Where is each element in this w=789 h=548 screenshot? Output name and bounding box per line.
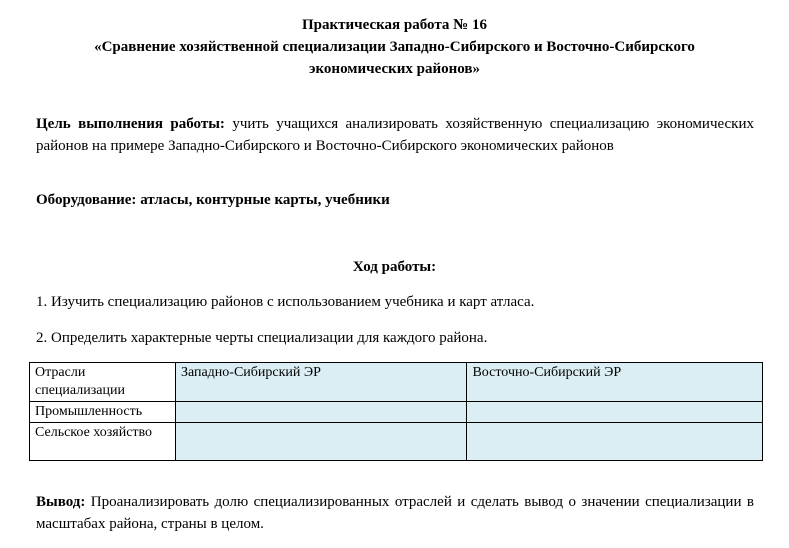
- table-cell-empty: [467, 423, 763, 461]
- progress-heading: Ход работы:: [352, 259, 437, 275]
- equipment-paragraph: [36, 190, 390, 210]
- worksheet-subtitle-line2: экономических районов»: [309, 61, 480, 77]
- worksheet-subtitle-line1: «Сравнение хозяйственной специализации Западно-Сибирского и Восточно-Сибирского: [94, 39, 695, 55]
- equipment-text: атласы, контурные карты, учебники: [136, 192, 390, 208]
- worksheet-title: Практическая работа № 16: [302, 17, 487, 33]
- table-header-row: [30, 363, 763, 402]
- goal-label: Цель выполнения работы:: [36, 116, 225, 132]
- conclusion-label: Вывод:: [36, 494, 86, 510]
- goal-text: учить учащихся анализировать хозяйственную специализацию экономических районов на примере Западно-Сибирского и Восточно-Сибирского экономических районов: [36, 116, 754, 154]
- table-cell-empty: [175, 423, 467, 461]
- conclusion-paragraph: [36, 491, 754, 535]
- goal-paragraph: [36, 113, 754, 157]
- step-2: 2. Определить характерные черты специализации для каждого района.: [36, 330, 488, 346]
- step-1: 1. Изучить специализацию районов с использованием учебника и карт атласа.: [36, 294, 535, 310]
- conclusion-text: Проанализировать долю специализированных отраслей и сделать вывод о значении специализации в масштабах района, страны в целом.: [36, 494, 754, 532]
- table-row: [30, 423, 763, 461]
- table-header-cell: Восточно-Сибирский ЭР: [467, 363, 763, 402]
- table-row: [30, 402, 763, 423]
- equipment-label: Оборудование:: [36, 192, 137, 208]
- table-header-cell: Западно-Сибирский ЭР: [175, 363, 467, 402]
- table-row-label: Сельское хозяйство: [30, 423, 176, 461]
- specialization-table: [29, 362, 763, 461]
- table-cell-empty: [175, 402, 467, 423]
- table-cell-empty: [467, 402, 763, 423]
- table-row-label: Промышленность: [30, 402, 176, 423]
- table-header-cell: Отрасли специализации: [30, 363, 176, 402]
